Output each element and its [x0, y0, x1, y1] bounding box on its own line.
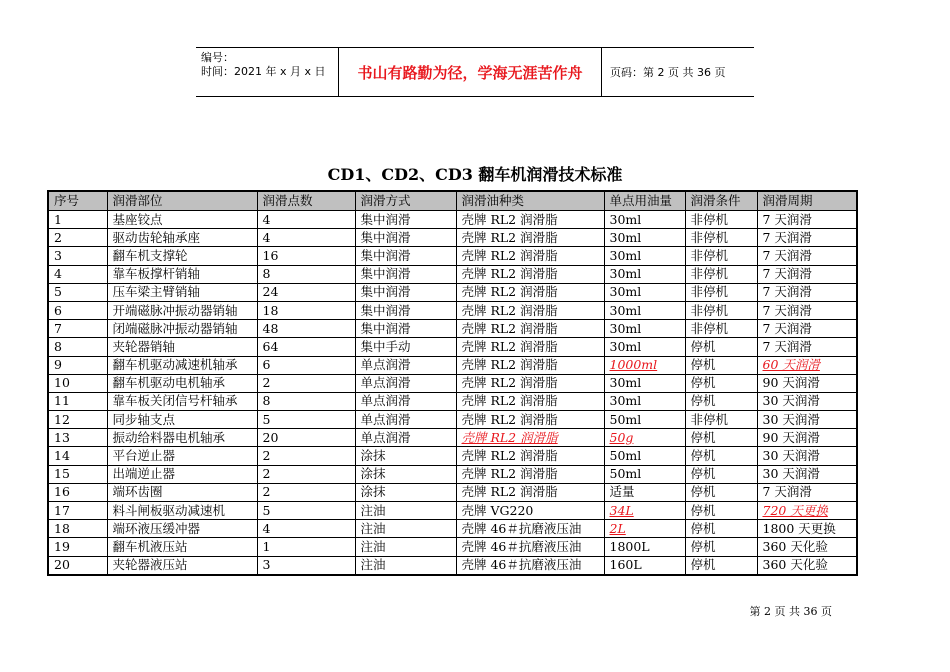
- table-cell: 注油: [355, 556, 456, 575]
- table-row: [48, 265, 857, 283]
- table-cell: 壳牌 RL2 润滑脂: [456, 338, 604, 356]
- table-cell: 30ml: [604, 283, 685, 301]
- table-cell: 4: [257, 229, 355, 247]
- table-cell: 11: [48, 392, 107, 410]
- table-cell: 停机: [685, 502, 757, 520]
- table-cell: 3: [48, 247, 107, 265]
- table-cell: 停机: [685, 356, 757, 374]
- table-cell: 7 天润滑: [757, 483, 857, 501]
- table-cell: 1800L: [604, 538, 685, 556]
- table-cell: 2: [257, 465, 355, 483]
- table-cell: 50ml: [604, 465, 685, 483]
- col-header: 润滑方式: [355, 191, 456, 211]
- table-cell: 4: [48, 265, 107, 283]
- table-cell: 16: [257, 247, 355, 265]
- table-row: [48, 229, 857, 247]
- table-cell: 50ml: [604, 411, 685, 429]
- table-cell: 18: [48, 520, 107, 538]
- table-row: [48, 283, 857, 301]
- table-cell: 单点润滑: [355, 429, 456, 447]
- table-cell: 开端磁脉冲振动器销轴: [107, 301, 257, 319]
- table-cell: 翻车机液压站: [107, 538, 257, 556]
- table-cell: 7 天润滑: [757, 211, 857, 229]
- table-cell: 出端逆止器: [107, 465, 257, 483]
- table-cell: 非停机: [685, 283, 757, 301]
- table-cell: 壳牌 RL2 润滑脂: [456, 429, 604, 447]
- table-cell: 注油: [355, 520, 456, 538]
- table-cell: 壳牌 RL2 润滑脂: [456, 247, 604, 265]
- table-cell: 5: [257, 502, 355, 520]
- table-row: [48, 429, 857, 447]
- table-cell: 30ml: [604, 320, 685, 338]
- table-row: [48, 301, 857, 319]
- table-cell: 涂抹: [355, 465, 456, 483]
- table-cell: 停机: [685, 447, 757, 465]
- table-cell: 端环齿圈: [107, 483, 257, 501]
- page-footer: 第 2 页 共 36 页: [749, 605, 832, 618]
- table-row: [48, 356, 857, 374]
- table-cell: 1: [48, 211, 107, 229]
- col-header: 润滑点数: [257, 191, 355, 211]
- document-title: CD1、CD2、CD3 翻车机润滑技术标准: [327, 165, 623, 184]
- table-cell: 18: [257, 301, 355, 319]
- table-cell: 30 天润滑: [757, 465, 857, 483]
- table-cell: 壳牌 RL2 润滑脂: [456, 411, 604, 429]
- table-cell: 15: [48, 465, 107, 483]
- table-cell: 停机: [685, 429, 757, 447]
- table-cell: 2L: [604, 520, 685, 538]
- table-cell: 30ml: [604, 392, 685, 410]
- table-cell: 30 天润滑: [757, 447, 857, 465]
- table-cell: 壳牌 VG220: [456, 502, 604, 520]
- table-row: [48, 538, 857, 556]
- table-cell: 7 天润滑: [757, 247, 857, 265]
- table-cell: 壳牌 RL2 润滑脂: [456, 465, 604, 483]
- table-cell: 单点润滑: [355, 356, 456, 374]
- header-page-label: 页码：第 2 页 共 36 页: [610, 66, 726, 79]
- table-cell: 160L: [604, 556, 685, 575]
- table-cell: 振动给料器电机轴承: [107, 429, 257, 447]
- table-cell: 料斗闸板驱动减速机: [107, 502, 257, 520]
- table-cell: 90 天润滑: [757, 374, 857, 392]
- table-cell: 720 天更换: [757, 502, 857, 520]
- table-row: [48, 247, 857, 265]
- table-cell: 非停机: [685, 211, 757, 229]
- table-cell: 停机: [685, 520, 757, 538]
- table-cell: 翻车机支撑轮: [107, 247, 257, 265]
- table-cell: 14: [48, 447, 107, 465]
- lubrication-table: [47, 190, 858, 576]
- col-header: 润滑油种类: [456, 191, 604, 211]
- table-cell: 64: [257, 338, 355, 356]
- table-row: [48, 211, 857, 229]
- table-cell: 2: [257, 483, 355, 501]
- table-cell: 壳牌 46＃抗磨液压油: [456, 520, 604, 538]
- table-cell: 非停机: [685, 229, 757, 247]
- table-cell: 6: [48, 301, 107, 319]
- table-cell: 5: [257, 411, 355, 429]
- table-cell: 10: [48, 374, 107, 392]
- table-cell: 4: [257, 520, 355, 538]
- col-header: 润滑条件: [685, 191, 757, 211]
- table-cell: 50g: [604, 429, 685, 447]
- table-header-row: [48, 191, 857, 211]
- table-cell: 4: [257, 211, 355, 229]
- table-cell: 30 天润滑: [757, 392, 857, 410]
- table-cell: 驱动齿轮轴承座: [107, 229, 257, 247]
- table-row: [48, 520, 857, 538]
- number-label: 编号：: [201, 51, 234, 64]
- table-cell: 壳牌 RL2 润滑脂: [456, 283, 604, 301]
- table-cell: 单点润滑: [355, 411, 456, 429]
- table-cell: 30ml: [604, 229, 685, 247]
- table-cell: 7 天润滑: [757, 283, 857, 301]
- table-cell: 12: [48, 411, 107, 429]
- time-label: 时间：2021 年 x 月 x 日: [201, 65, 326, 78]
- table-cell: 注油: [355, 502, 456, 520]
- table-cell: 13: [48, 429, 107, 447]
- col-header: 润滑周期: [757, 191, 857, 211]
- table-cell: 8: [257, 392, 355, 410]
- table-cell: 壳牌 RL2 润滑脂: [456, 483, 604, 501]
- table-cell: 适量: [604, 483, 685, 501]
- table-cell: 360 天化验: [757, 538, 857, 556]
- document-header: [196, 47, 754, 97]
- col-header: 序号: [48, 191, 107, 211]
- table-cell: 单点润滑: [355, 374, 456, 392]
- table-cell: 停机: [685, 392, 757, 410]
- table-cell: 夹轮器销轴: [107, 338, 257, 356]
- table-cell: 7 天润滑: [757, 229, 857, 247]
- table-cell: 非停机: [685, 320, 757, 338]
- table-cell: 2: [257, 374, 355, 392]
- table-cell: 涂抹: [355, 447, 456, 465]
- table-cell: 集中润滑: [355, 265, 456, 283]
- table-body: [48, 211, 857, 575]
- table-cell: 基座铰点: [107, 211, 257, 229]
- table-cell: 360 天化验: [757, 556, 857, 575]
- table-cell: 8: [48, 338, 107, 356]
- table-cell: 2: [48, 229, 107, 247]
- table-cell: 1000ml: [604, 356, 685, 374]
- table-cell: 壳牌 RL2 润滑脂: [456, 211, 604, 229]
- table-cell: 7 天润滑: [757, 320, 857, 338]
- table-cell: 停机: [685, 374, 757, 392]
- table-cell: 停机: [685, 538, 757, 556]
- table-cell: 壳牌 RL2 润滑脂: [456, 301, 604, 319]
- table-cell: 靠车板关闭信号杆轴承: [107, 392, 257, 410]
- table-row: [48, 483, 857, 501]
- table-cell: 壳牌 RL2 润滑脂: [456, 265, 604, 283]
- table-cell: 1: [257, 538, 355, 556]
- table-row: [48, 320, 857, 338]
- table-cell: 壳牌 46＃抗磨液压油: [456, 538, 604, 556]
- table-cell: 壳牌 RL2 润滑脂: [456, 320, 604, 338]
- table-cell: 30ml: [604, 301, 685, 319]
- table-row: [48, 374, 857, 392]
- table-cell: 端环液压缓冲器: [107, 520, 257, 538]
- table-row: [48, 447, 857, 465]
- table-cell: 涂抹: [355, 483, 456, 501]
- col-header: 润滑部位: [107, 191, 257, 211]
- table-cell: 集中手动: [355, 338, 456, 356]
- table-cell: 2: [257, 447, 355, 465]
- table-cell: 翻车机驱动减速机轴承: [107, 356, 257, 374]
- table-cell: 16: [48, 483, 107, 501]
- table-cell: 平台逆止器: [107, 447, 257, 465]
- table-cell: 20: [48, 556, 107, 575]
- table-cell: 集中润滑: [355, 229, 456, 247]
- table-cell: 24: [257, 283, 355, 301]
- table-cell: 非停机: [685, 301, 757, 319]
- table-cell: 壳牌 RL2 润滑脂: [456, 392, 604, 410]
- table-cell: 停机: [685, 556, 757, 575]
- table-cell: 90 天润滑: [757, 429, 857, 447]
- table-cell: 30ml: [604, 374, 685, 392]
- table-cell: 同步轴支点: [107, 411, 257, 429]
- table-cell: 3: [257, 556, 355, 575]
- table-cell: 19: [48, 538, 107, 556]
- table-cell: 靠车板撑杆销轴: [107, 265, 257, 283]
- table-cell: 7 天润滑: [757, 301, 857, 319]
- table-cell: 集中润滑: [355, 320, 456, 338]
- table-cell: 8: [257, 265, 355, 283]
- table-row: [48, 465, 857, 483]
- col-header: 单点用油量: [604, 191, 685, 211]
- table-row: [48, 392, 857, 410]
- table-cell: 集中润滑: [355, 283, 456, 301]
- table-cell: 60 天润滑: [757, 356, 857, 374]
- table-cell: 非停机: [685, 247, 757, 265]
- table-cell: 停机: [685, 338, 757, 356]
- table-row: [48, 338, 857, 356]
- table-cell: 50ml: [604, 447, 685, 465]
- table-cell: 7: [48, 320, 107, 338]
- table-cell: 停机: [685, 483, 757, 501]
- table-cell: 30ml: [604, 247, 685, 265]
- table-cell: 壳牌 RL2 润滑脂: [456, 447, 604, 465]
- header-motto: 书山有路勤为径，学海无涯苦作舟: [339, 48, 602, 96]
- table-cell: 7 天润滑: [757, 265, 857, 283]
- table-cell: 30ml: [604, 211, 685, 229]
- table-cell: 34L: [604, 502, 685, 520]
- table-cell: 1800 天更换: [757, 520, 857, 538]
- table-cell: 20: [257, 429, 355, 447]
- table-cell: 48: [257, 320, 355, 338]
- table-cell: 30 天润滑: [757, 411, 857, 429]
- table-cell: 翻车机驱动电机轴承: [107, 374, 257, 392]
- table-cell: 30ml: [604, 265, 685, 283]
- table-cell: 30ml: [604, 338, 685, 356]
- table-cell: 壳牌 46＃抗磨液压油: [456, 556, 604, 575]
- table-cell: 集中润滑: [355, 211, 456, 229]
- header-meta: [196, 48, 339, 96]
- table-cell: 非停机: [685, 265, 757, 283]
- table-cell: 6: [257, 356, 355, 374]
- table-cell: 壳牌 RL2 润滑脂: [456, 356, 604, 374]
- table-cell: 5: [48, 283, 107, 301]
- table-cell: 夹轮器液压站: [107, 556, 257, 575]
- table-cell: 压车梁主臂销轴: [107, 283, 257, 301]
- table-cell: 9: [48, 356, 107, 374]
- table-cell: 壳牌 RL2 润滑脂: [456, 374, 604, 392]
- table-row: [48, 502, 857, 520]
- table-cell: 集中润滑: [355, 247, 456, 265]
- table-row: [48, 556, 857, 575]
- table-cell: 非停机: [685, 411, 757, 429]
- table-cell: 注油: [355, 538, 456, 556]
- table-cell: 壳牌 RL2 润滑脂: [456, 229, 604, 247]
- table-cell: 单点润滑: [355, 392, 456, 410]
- table-cell: 集中润滑: [355, 301, 456, 319]
- table-row: [48, 411, 857, 429]
- table-cell: 7 天润滑: [757, 338, 857, 356]
- table-cell: 17: [48, 502, 107, 520]
- table-cell: 停机: [685, 465, 757, 483]
- table-cell: 闭端磁脉冲振动器销轴: [107, 320, 257, 338]
